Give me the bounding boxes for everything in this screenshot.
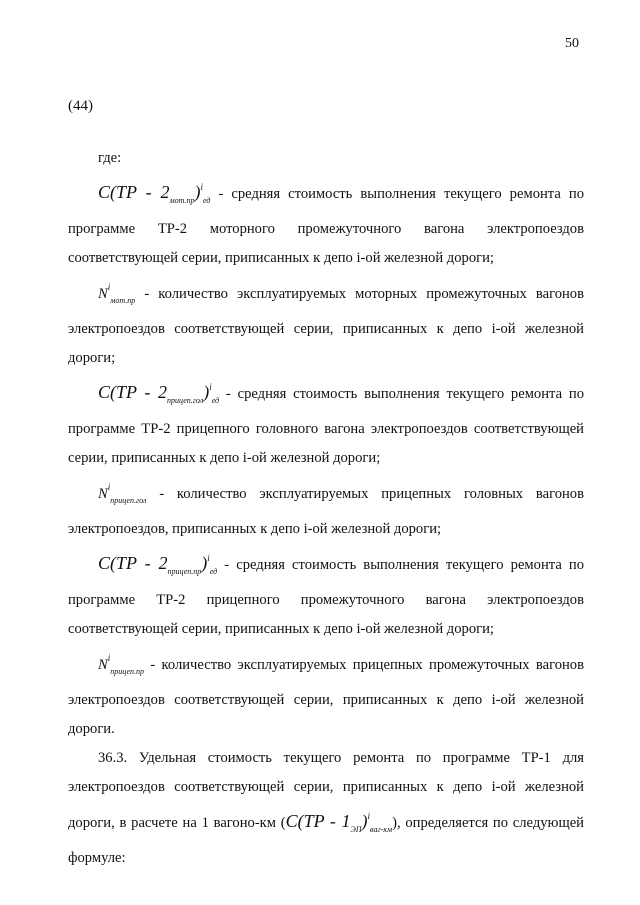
definition-text: - количество эксплуатируемых прицепных головных вагонов электропоездов, приписанных к депо i-ой железной дороги; bbox=[68, 486, 584, 537]
definition-paragraph bbox=[68, 473, 584, 544]
definition-text: - количество эксплуатируемых прицепных промежуточных вагонов электропоездов соответствующей серии, приписанных к депо i-ой железной дороги. bbox=[68, 657, 584, 737]
definition-text: - средняя стоимость выполнения текущего ремонта по программе ТР-2 прицепного головного вагона электропоездов соответствующей серии, приписанных к депо i-ой железной дороги; bbox=[68, 386, 584, 466]
document-body bbox=[68, 144, 584, 873]
definition-text: - количество эксплуатируемых моторных промежуточных вагонов электропоездов соответствующей серии, приписанных к депо i-ой железной дороги; bbox=[68, 286, 584, 366]
equation-number: (44) bbox=[68, 98, 93, 114]
section-text-after: ), определяется по следующей формуле: bbox=[68, 815, 584, 866]
section-text-before: 36.3. Удельная стоимость текущего ремонта по программе ТР-1 для электропоездов соответствующей серии, приписанных к депо i-ой железной дороги, в расчете на 1 вагоно-км ( bbox=[68, 750, 584, 831]
definition-paragraph bbox=[68, 544, 584, 644]
formula-symbol: $C(TP - 2_{мот.пр})^i_{ед}$ bbox=[98, 182, 211, 205]
definition-paragraph bbox=[68, 173, 584, 273]
formula-symbol: $N^i_{прицеп.гол}$ bbox=[98, 482, 147, 505]
definition-paragraph bbox=[68, 644, 584, 744]
section-paragraph bbox=[68, 744, 584, 873]
definition-text: - средняя стоимость выполнения текущего ремонта по программе ТР-2 моторного промежуточного вагона электропоездов соответствующей серии, приписанных к депо i-ой железной дороги; bbox=[68, 186, 584, 266]
definition-paragraph bbox=[68, 373, 584, 473]
definition-text: - средняя стоимость выполнения текущего ремонта по программе ТР-2 прицепного промежуточного вагона электропоездов соответствующей серии, приписанных к депо i-ой железной дороги; bbox=[68, 557, 584, 637]
formula-symbol: $C(TP - 1_{ЭП})^i_{ваг-км}$ bbox=[285, 811, 393, 834]
page-number: 50 bbox=[565, 36, 579, 51]
formula-symbol: $C(TP - 2_{прицеп.пр})^i_{ед}$ bbox=[98, 553, 218, 576]
formula-symbol: $N^i_{прицеп.пр}$ bbox=[98, 653, 144, 676]
definition-paragraph bbox=[68, 273, 584, 373]
formula-symbol: $C(TP - 2_{прицеп.гол})^i_{ед}$ bbox=[98, 382, 220, 405]
where-label: где: bbox=[98, 150, 122, 166]
formula-symbol: $N^i_{мот.пр}$ bbox=[98, 282, 136, 305]
